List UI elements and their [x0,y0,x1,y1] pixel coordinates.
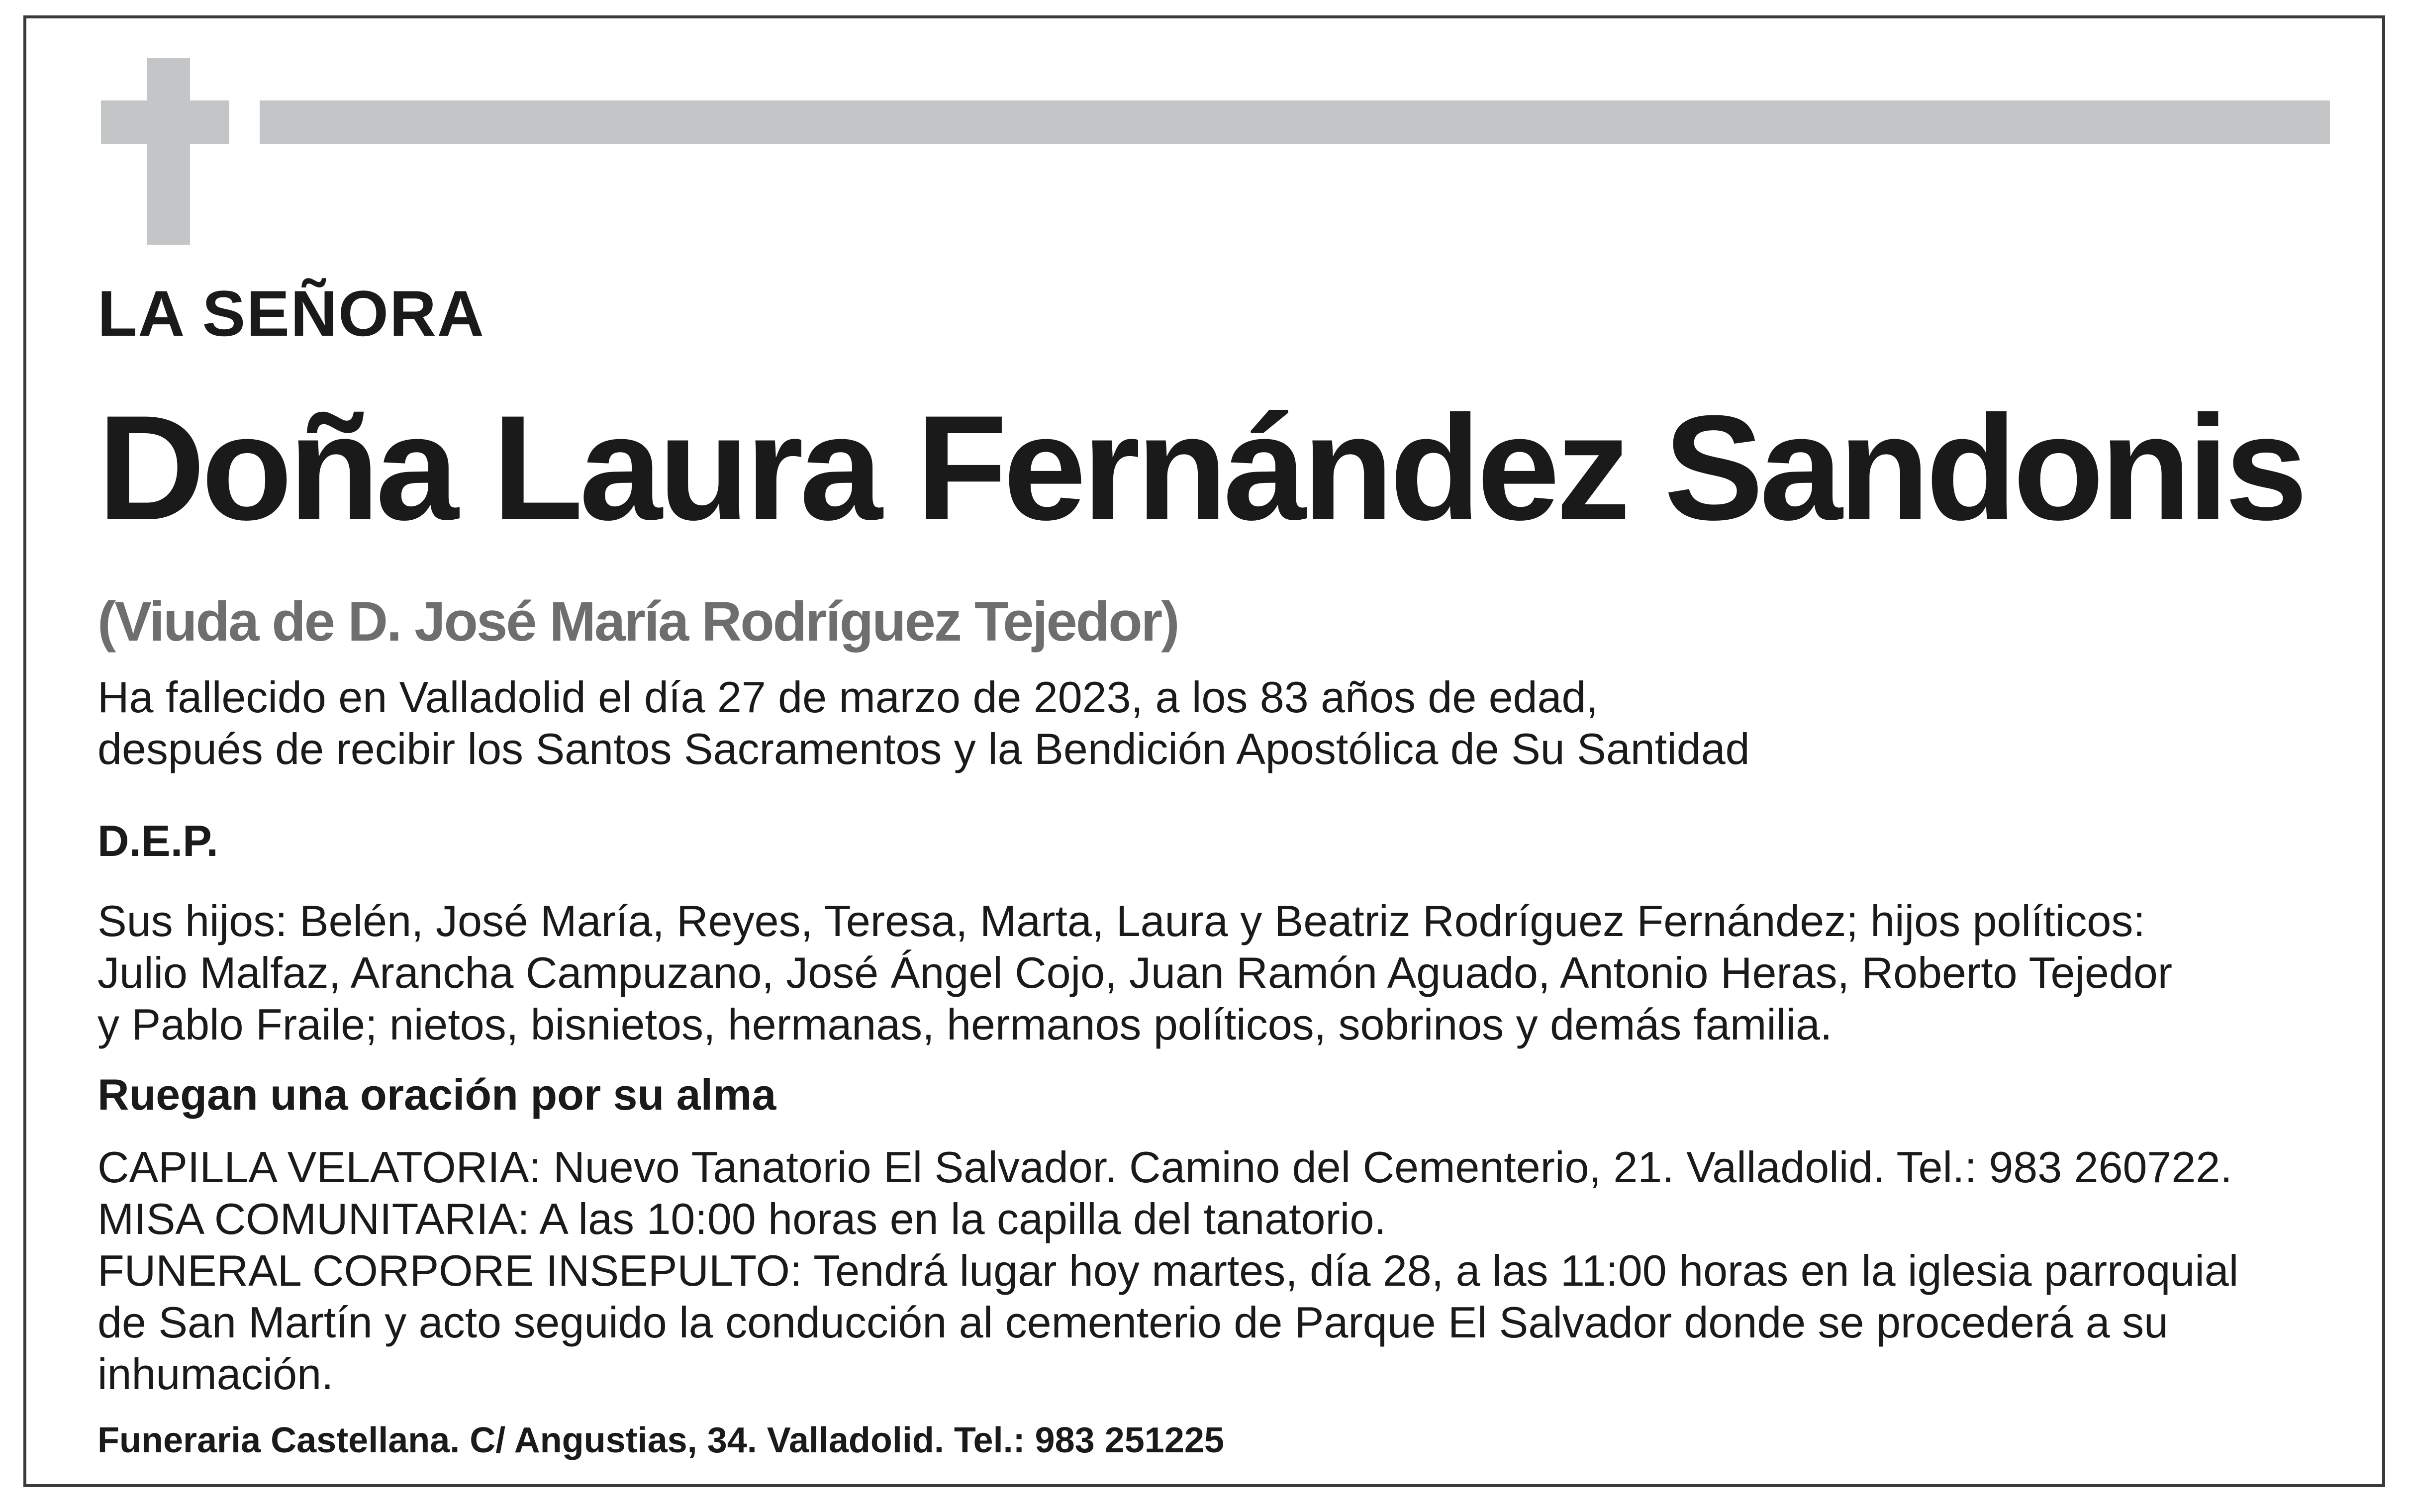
service-line: inhumación. [97,1349,334,1399]
family-list [97,895,2172,1050]
dep-label: D.E.P. [97,816,218,865]
service-line: de San Martín y acto seguido la conducción al cementerio de Parque El Salvador donde se procederá a su [97,1298,2169,1347]
family-line: y Pablo Fraile; nietos, bisnietos, hermanas, hermanos políticos, sobrinos y demás familia. [97,1000,1833,1049]
deceased-name: Doña Laura Fernández Sandonis [97,384,2304,551]
service-line: MISA COMUNITARIA: A las 10:00 horas en la capilla del tanatorio. [97,1194,1386,1243]
header-rule [260,100,2330,144]
prayer-request: Ruegan una oración por su alma [97,1070,776,1119]
service-line: CAPILLA VELATORIA: Nuevo Tanatorio El Salvador. Camino del Cementerio, 21. Valladolid. Tel.: 983 260722. [97,1142,2232,1192]
service-details [97,1141,2238,1400]
cross-horizontal-bar [101,100,229,144]
family-line: Sus hijos: Belén, José María, Reyes, Teresa, Marta, Laura y Beatriz Rodríguez Fernández; hijos políticos: [97,896,2145,945]
death-info [97,671,1750,775]
service-line: FUNERAL CORPORE INSEPULTO: Tendrá lugar hoy martes, día 28, a las 11:00 horas en la iglesia parroquial [97,1246,2239,1295]
family-line: Julio Malfaz, Arancha Campuzano, José Ángel Cojo, Juan Ramón Aguado, Antonio Heras, Roberto Tejedor [97,948,2173,997]
death-info-line: después de recibir los Santos Sacramentos y la Bendición Apostólica de Su Santidad [97,724,1750,773]
widow-subtitle: (Viuda de D. José María Rodríguez Tejedor) [97,590,1178,653]
death-info-line: Ha fallecido en Valladolid el día 27 de marzo de 2023, a los 83 años de edad, [97,672,1598,722]
notice-heading: LA SEÑORA [97,277,485,350]
funeral-home-footer: Funeraria Castellana. C/ Angustias, 34. Valladolid. Tel.: 983 251225 [97,1420,1224,1460]
cross-vertical-bar [147,58,190,245]
